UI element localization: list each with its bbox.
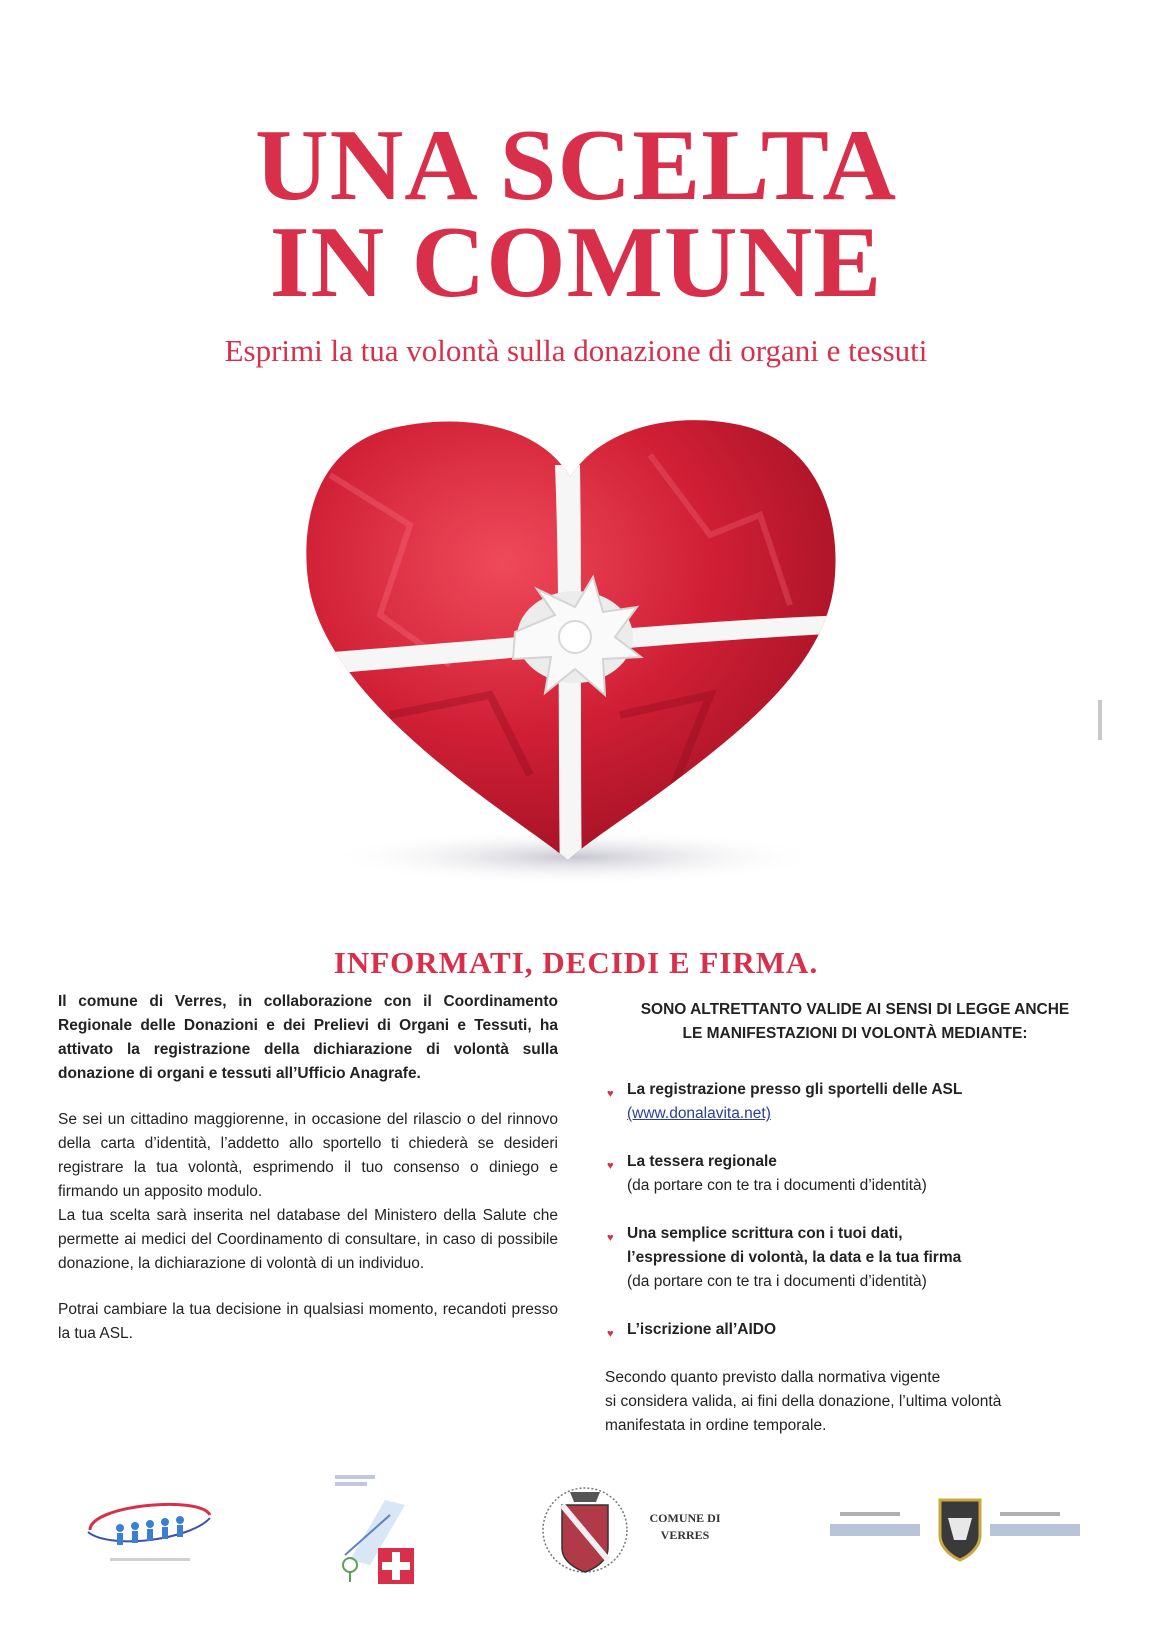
bullet-title: La tessera regionale	[627, 1153, 777, 1170]
side-mark	[1098, 700, 1102, 740]
comune-di-verres-crest	[540, 1470, 630, 1590]
closing-line-2: si considera valida, ai fini della donazione, l’ultima volontà	[605, 1393, 1002, 1410]
bullet-title: Una semplice scrittura con i tuoi dati,	[627, 1225, 903, 1242]
closing-line-1: Secondo quanto previsto dalla normativa vigente	[605, 1369, 941, 1386]
regione-valle-daosta-logo	[830, 1490, 1110, 1570]
right-heading-line-1: SONO ALTRETTANTO VALIDE AI SENSI DI LEGGE ANCHE	[640, 1001, 1070, 1018]
right-column	[605, 998, 1105, 1438]
right-heading-line-2: LE MANIFESTAZIONI DI VOLONTÀ MEDIANTE:	[682, 1025, 1028, 1042]
list-item	[605, 1150, 1105, 1198]
title-line-1: UNA SCELTA	[254, 109, 898, 222]
comune-di-verres-label	[640, 1510, 730, 1544]
ribbon-heart-icon	[290, 415, 850, 905]
call-to-action: INFORMATI, DECIDI E FIRMA.	[333, 945, 819, 980]
info-paragraph-2: La tua scelta sarà inserita nel database del Ministero della Salute che permette ai medici del Coordinamento di consultare, in caso di possibile donazione, la dichiarazione di volontà di un individuo.	[58, 1207, 558, 1272]
donalavita-link[interactable]: (www.donalavita.net)	[627, 1105, 771, 1122]
bullet-list	[605, 1078, 1105, 1342]
info-paragraph-3: Potrai cambiare la tua decisione in qualsiasi momento, recandoti presso la tua ASL.	[58, 1301, 558, 1342]
title-line-2: IN COMUNE	[269, 206, 883, 319]
list-item	[605, 1222, 1105, 1294]
heart-bullet-icon: ♥	[607, 1328, 614, 1340]
heart-bullet-icon: ♥	[607, 1232, 614, 1244]
lead-paragraph: Il comune di Verres, in collaborazione con il Coordinamento Regionale delle Donazioni e dei Prelievi di Organi e Tessuti, ha attivato la registrazione della dichiarazione di volontà sulla donazione di organi e tessuti all’Ufficio Anagrafe.	[58, 993, 558, 1082]
bullet-title: La registrazione presso gli sportelli delle ASL	[627, 1081, 963, 1098]
comune-line-1: COMUNE DI	[649, 1511, 721, 1525]
footer-logos	[0, 1470, 1152, 1610]
closing-line-3: manifestata in ordine temporale.	[605, 1417, 827, 1434]
info-paragraph-1: Se sei un cittadino maggiorenne, in occasione del rilascio o del rinnovo della carta d’identità, l’addetto allo sportello ti chiederà se desideri registrare la tua volontà, esprimendo il tuo consenso o diniego e firmando un apposito modulo.	[58, 1111, 558, 1200]
coordinamento-regionale-logo	[330, 1470, 420, 1590]
left-column	[58, 990, 558, 1368]
bullet-title: L’iscrizione all’AIDO	[627, 1321, 777, 1338]
comune-line-2: VERRES	[660, 1528, 710, 1542]
list-item	[605, 1078, 1105, 1126]
heart-bullet-icon: ♥	[607, 1160, 614, 1172]
bullet-note: (da portare con te tra i documenti d’identità)	[627, 1273, 927, 1290]
list-item	[605, 1318, 1105, 1342]
bullet-note: (da portare con te tra i documenti d’identità)	[627, 1177, 927, 1194]
subtitle: Esprimi la tua volontà sulla donazione di organi e tessuti	[224, 333, 928, 368]
centro-nazionale-trapianti-logo	[80, 1490, 220, 1570]
right-heading	[605, 998, 1105, 1046]
bullet-title-continued: l’espressione di volontà, la data e la tua firma	[627, 1249, 962, 1266]
closing-note	[605, 1366, 1105, 1438]
heart-bullet-icon: ♥	[607, 1088, 614, 1100]
